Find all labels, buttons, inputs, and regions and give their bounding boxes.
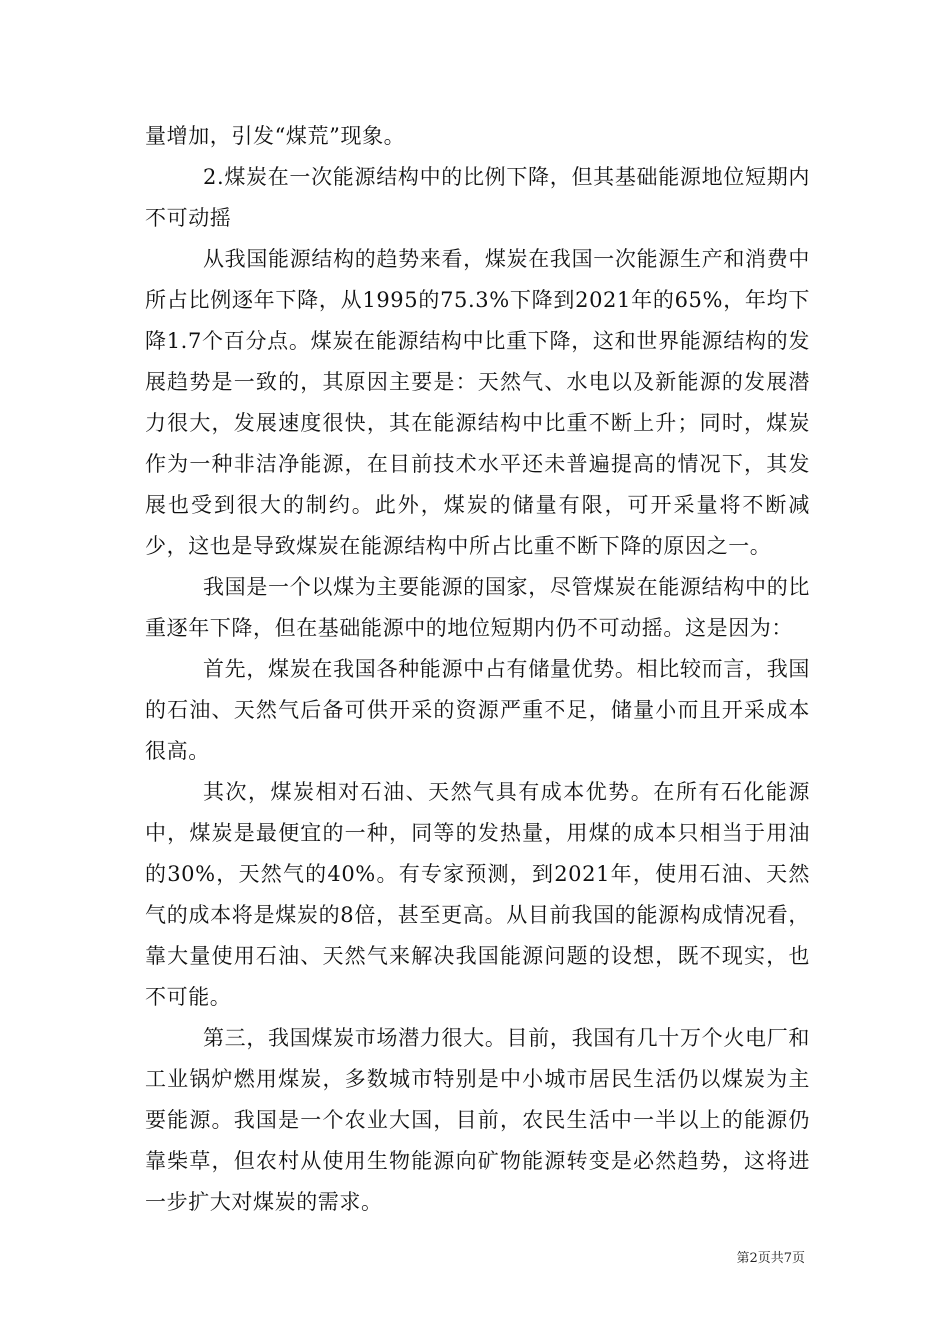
paragraph-5: 首先，煤炭在我国各种能源中占有储量优势。相比较而言，我国的石油、天然气后备可供开采的资源严重不足，储量小而且开采成本很高。 xyxy=(145,657,810,763)
document-body xyxy=(145,116,810,1223)
paragraph-3: 从我国能源结构的趋势来看，煤炭在我国一次能源生产和消费中所占比例逐年下降，从1995的75.3%下降到2021年的65%，年均下降1.7个百分点。煤炭在能源结构中比重下降，这和世界能源结构的发展趋势是一致的，其原因主要是：天然气、水电以及新能源的发展潜力很大，发展速度很快，其在能源结构中比重不断上升；同时，煤炭作为一种非洁净能源，在目前技术水平还未普遍提高的情况下，其发展也受到很大的制约。此外，煤炭的储量有限，可开采量将不断减少，这也是导致煤炭在能源结构中所占比重不断下降的原因之一。 xyxy=(145,247,810,558)
paragraph-7: 第三，我国煤炭市场潜力很大。目前，我国有几十万个火电厂和工业锅炉燃用煤炭，多数城市特别是中小城市居民生活仍以煤炭为主要能源。我国是一个农业大国，目前，农民生活中一半以上的能源仍靠柴草，但农村从使用生物能源向矿物能源转变是必然趋势，这将进一步扩大对煤炭的需求。 xyxy=(145,1026,810,1214)
paragraph-1: 量增加，引发“煤荒”现象。 xyxy=(145,124,406,148)
paragraph-6: 其次，煤炭相对石油、天然气具有成本优势。在所有石化能源中，煤炭是最便宜的一种，同等的发热量，用煤的成本只相当于用油的30%，天然气的40%。有专家预测，到2021年，使用石油、天然气的成本将是煤炭的8倍，甚至更高。从目前我国的能源构成情况看，靠大量使用石油、天然气来解决我国能源问题的设想，既不现实，也不可能。 xyxy=(145,780,810,1009)
paragraph-4: 我国是一个以煤为主要能源的国家，尽管煤炭在能源结构中的比重逐年下降，但在基础能源中的地位短期内仍不可动摇。这是因为： xyxy=(145,575,810,640)
paragraph-2-heading: 2.煤炭在一次能源结构中的比例下降，但其基础能源地位短期内不可动摇 xyxy=(145,165,810,230)
page-number-footer: 第2页共7页 xyxy=(736,1251,805,1266)
